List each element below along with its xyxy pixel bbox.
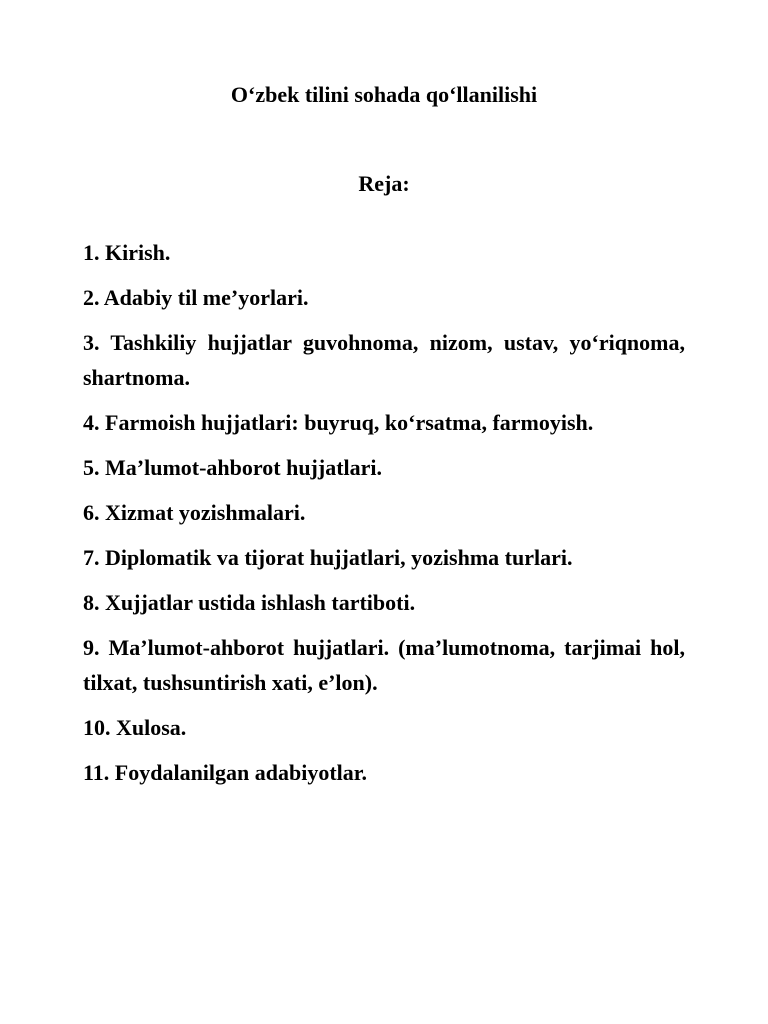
plan-item-7: 7. Diplomatik va tijorat hujjatlari, yozishma turlari.	[83, 545, 573, 570]
plan-heading: Reja:	[358, 171, 410, 196]
plan-item-10: 10. Xulosa.	[83, 715, 187, 740]
plan-item-8: 8. Xujjatlar ustida ishlash tartiboti.	[83, 590, 416, 615]
plan-item-5: 5. Ma’lumot-ahborot hujjatlari.	[83, 455, 383, 480]
plan-item-4: 4. Farmoish hujjatlari: buyruq, ko‘rsatma, farmoyish.	[83, 410, 594, 435]
plan-item-2: 2. Adabiy til me’yorlari.	[83, 285, 309, 310]
plan-item-9: 9. Ma’lumot-ahborot hujjatlari. (ma’lumotnoma, tarjimai hol, tilxat, tushsuntirish xati, e’lon).	[83, 635, 685, 695]
plan-list	[83, 201, 685, 790]
plan-item-11: 11. Foydalanilgan adabiyotlar.	[83, 760, 368, 785]
plan-item-1: 1. Kirish.	[83, 240, 171, 265]
plan-item-6: 6. Xizmat yozishmalari.	[83, 500, 306, 525]
plan-item-3: 3. Tashkiliy hujjatlar guvohnoma, nizom, ustav, yo‘riqnoma, shartnoma.	[83, 330, 685, 390]
document-title: O‘zbek tilini sohada qo‘llanilishi	[230, 82, 538, 107]
